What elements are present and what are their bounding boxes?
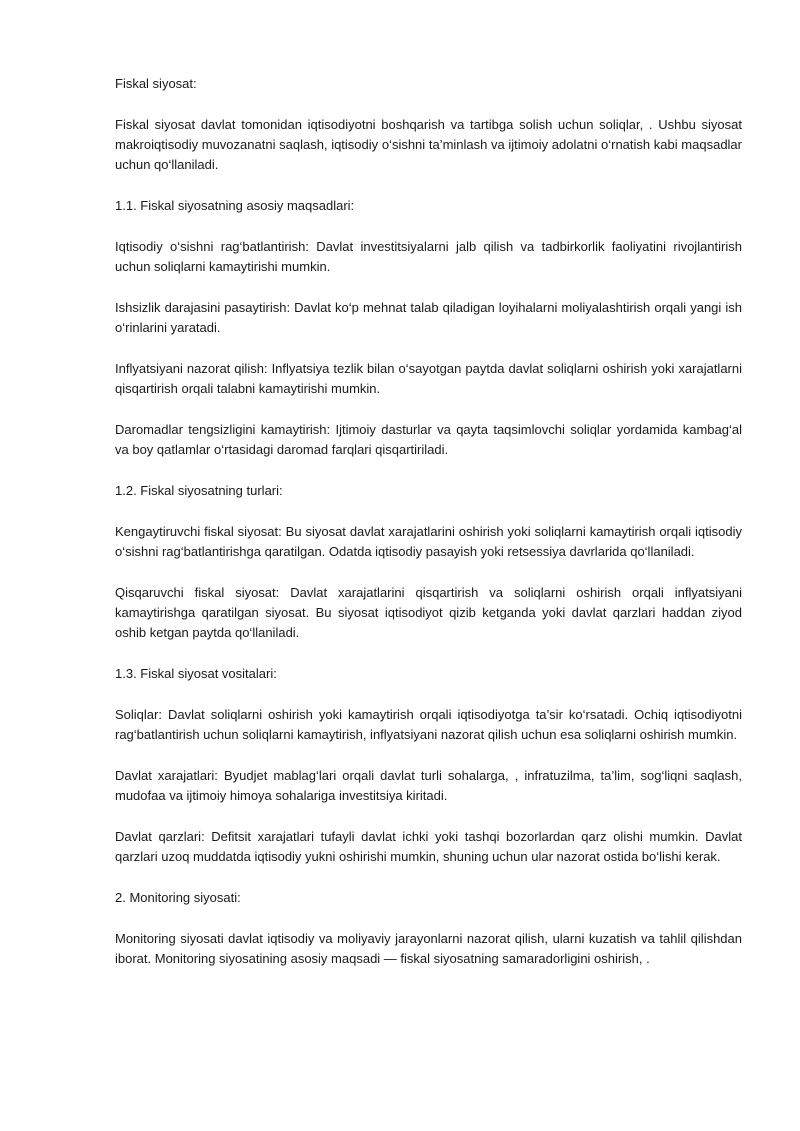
section-heading-vositalari: 1.3. Fiskal siyosat vositalari: <box>115 666 277 681</box>
paragraph-iqtisodiy-osish: Iqtisodiy o‘sishni rag‘batlantirish: Davlat investitsiyalarni jalb qilish va tadbirkorlik faoliyatini rivojlantirish uchun soliqlarni kamaytirishi mumkin. <box>115 239 742 274</box>
paragraph-inflyatsiya: Inflyatsiyani nazorat qilish: Inflyatsiya tezlik bilan o‘sayotgan paytda davlat soliqlarni oshirish yoki xarajatlarni qisqartirish orqali talabni kamaytirishi mumkin. <box>115 361 742 396</box>
paragraph-kengaytiruvchi: Kengaytiruvchi fiskal siyosat: Bu siyosat davlat xarajatlarini oshirish yoki soliqlarni kamaytirish orqali iqtisodiy o‘sishni rag‘batlantirishga qaratilgan. Odatda iqtisodiy pasayish yoki retsessiya davrlarida qo‘llaniladi. <box>115 524 742 559</box>
paragraph-soliqlar: Soliqlar: Davlat soliqlarni oshirish yoki kamaytirish orqali iqtisodiyotga ta’sir ko‘rsatadi. Ochiq iqtisodiyotni rag‘batlantirish uchun soliqlarni kamaytirish, inflyatsiyani nazorat qilish uchun esa soliqlarni oshirish mumkin. <box>115 707 742 742</box>
section-heading-turlari: 1.2. Fiskal siyosatning turlari: <box>115 483 283 498</box>
paragraph-ishsizlik: Ishsizlik darajasini pasaytirish: Davlat ko‘p mehnat talab qiladigan loyihalarni moliyalashtirish orqali yangi ish o‘rinlarini yaratadi. <box>115 300 742 335</box>
paragraph-davlat-qarzlari: Davlat qarzlari: Defitsit xarajatlari tufayli davlat ichki yoki tashqi bozorlardan qarz olishi mumkin. Davlat qarzlari uzoq muddatda iqtisodiy yukni oshirishi mumkin, shuning uchun ular nazorat ostida bo‘lishi kerak. <box>115 829 742 864</box>
section-heading-maqsadlar: 1.1. Fiskal siyosatning asosiy maqsadlari: <box>115 198 355 213</box>
document-page <box>115 74 742 990</box>
paragraph-daromadlar: Daromadlar tengsizligini kamaytirish: Ijtimoiy dasturlar va qayta taqsimlovchi soliqlar yordamida kambag‘al va boy qatlamlar o‘rtasidagi daromad farqlari qisqartiriladi. <box>115 422 742 457</box>
paragraph-monitoring: Monitoring siyosati davlat iqtisodiy va moliyaviy jarayonlarni nazorat qilish, ularni kuzatish va tahlil qilishdan iborat. Monitoring siyosatining asosiy maqsadi — fiskal siyosatning samaradorligini oshirish, . <box>115 931 742 966</box>
paragraph-fiskal-definition: Fiskal siyosat davlat tomonidan iqtisodiyotni boshqarish va tartibga solish uchun soliqlar, . Ushbu siyosat makroiqtisodiy muvozanatni saqlash, iqtisodiy o‘sishni ta’minlash va ijtimoiy adolatni o‘rnatish kabi maqsadlar uchun qo‘llaniladi. <box>115 117 742 172</box>
paragraph-qisqaruvchi: Qisqaruvchi fiskal siyosat: Davlat xarajatlarini qisqartirish va soliqlarni oshirish orqali inflyatsiyani kamaytirishga qaratilgan siyosat. Bu siyosat iqtisodiyot qizib ketganda yoki davlat qarzlari haddan ziyod oshib ketgan paytda qo‘llaniladi. <box>115 585 742 640</box>
section-heading-monitoring: 2. Monitoring siyosati: <box>115 890 241 905</box>
section-heading-fiskal-siyosat: Fiskal siyosat: <box>115 76 197 91</box>
paragraph-davlat-xarajatlari: Davlat xarajatlari: Byudjet mablag‘lari orqali davlat turli sohalarga, , infratuzilma, ta’lim, sog‘liqni saqlash, mudofaa va ijtimoiy himoya sohalariga investitsiya kiritadi. <box>115 768 742 803</box>
